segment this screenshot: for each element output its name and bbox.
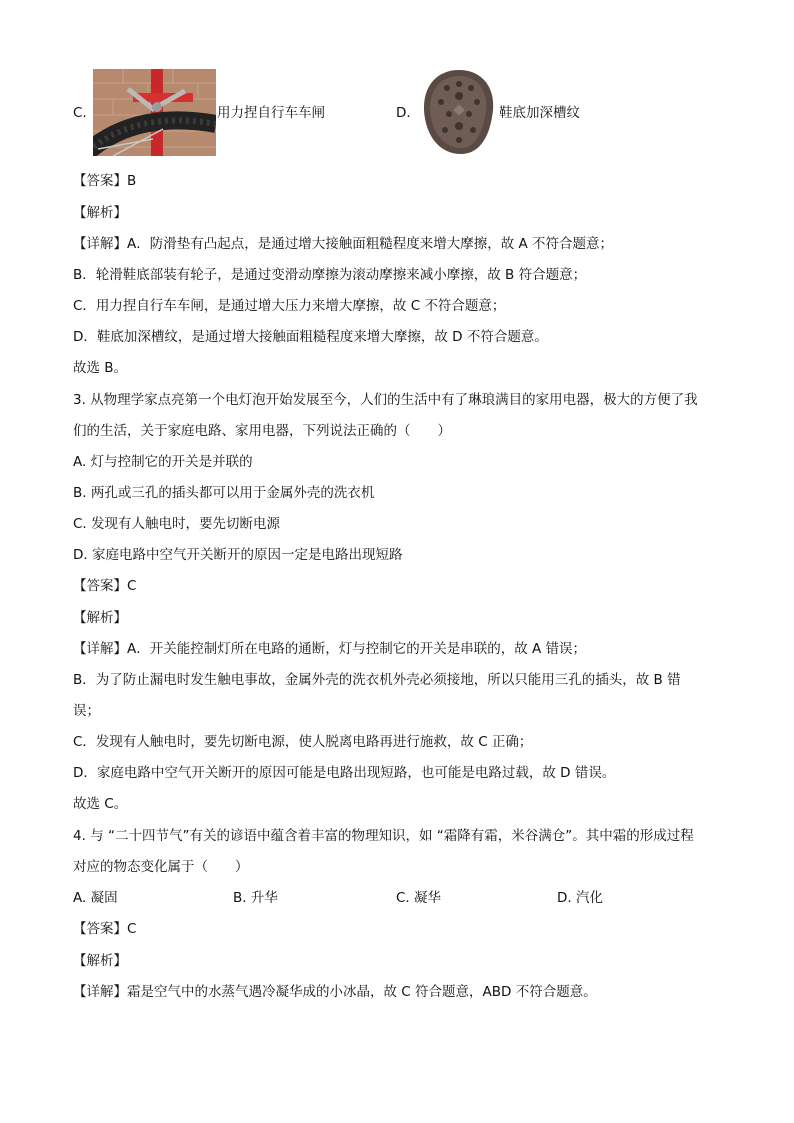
q3-option-c: C. 发现有人触电时，要先切断电源 bbox=[73, 516, 281, 532]
q4-option-d: D. 汽化 bbox=[557, 890, 603, 906]
q3-answer: 【答案】C bbox=[73, 578, 137, 594]
option-d-letter: D. bbox=[396, 105, 411, 121]
q4-stem-line2: 对应的物态变化属于（ ） bbox=[73, 859, 249, 875]
q3-analysis-heading: 【解析】 bbox=[73, 610, 127, 626]
shoe-sole-image bbox=[419, 68, 498, 156]
bike-brake-icon bbox=[93, 69, 216, 156]
q3-stem-line1: 3. 从物理学家点亮第一个电灯泡开始发展至今，人们的生活中有了琳琅满目的家用电器，极大的方便了我 bbox=[73, 392, 698, 408]
option-c-letter: C. bbox=[73, 105, 87, 121]
q2-detail-b: B．轮滑鞋底部装有轮子，是通过变滑动摩擦为滚动摩擦来减小摩擦，故 B 符合题意； bbox=[73, 267, 587, 283]
q4-detail: 【详解】霜是空气中的水蒸气遇冷凝华成的小冰晶，故 C 符合题意，ABD 不符合题意。 bbox=[73, 984, 597, 1000]
q3-detail-a: 【详解】A．开关能控制灯所在电路的通断，灯与控制它的开关是串联的，故 A 错误； bbox=[73, 641, 587, 657]
q3-option-b: B. 两孔或三孔的插头都可以用于金属外壳的洗衣机 bbox=[73, 485, 375, 501]
shoe-sole-icon bbox=[419, 68, 498, 156]
q3-detail-c: C．发现有人触电时，要先切断电源，使人脱离电路再进行施救，故 C 正确； bbox=[73, 734, 533, 750]
q3-option-d: D. 家庭电路中空气开关断开的原因一定是电路出现短路 bbox=[73, 547, 403, 563]
q2-analysis-word: 解析 bbox=[86, 205, 114, 221]
q2-detail-d: D．鞋底加深槽纹，是通过增大接触面粗糙程度来增大摩擦，故 D 不符合题意。 bbox=[73, 329, 548, 345]
q2-detail-c: C．用力捏自行车车闸，是通过增大压力来增大摩擦，故 C 不符合题意； bbox=[73, 298, 506, 314]
q4-option-c: C. 凝华 bbox=[396, 890, 442, 906]
q3-detail-d: D．家庭电路中空气开关断开的原因可能是电路出现短路，也可能是电路过载，故 D 错误。 bbox=[73, 765, 616, 781]
q2-analysis-heading: 【解析】 bbox=[73, 205, 127, 221]
q3-detail-b-line2: 误； bbox=[73, 703, 100, 719]
q4-option-a: A. 凝固 bbox=[73, 890, 118, 906]
q3-option-a: A. 灯与控制它的开关是并联的 bbox=[73, 454, 253, 470]
q3-conclusion: 故选 C。 bbox=[73, 796, 128, 812]
q2-conclusion: 故选 B。 bbox=[73, 360, 128, 376]
q3-stem-line2: 们的生活，关于家庭电路、家用电器，下列说法正确的（ ） bbox=[73, 423, 451, 439]
q4-stem-line1: 4. 与 “二十四节气”有关的谚语中蕴含着丰富的物理知识，如 “霜降有霜，米谷满仓”。其中霜的形成过程 bbox=[73, 828, 694, 844]
q4-answer: 【答案】C bbox=[73, 921, 137, 937]
q2-detail-a: 【详解】A．防滑垫有凸起点，是通过增大接触面粗糙程度来增大摩擦，故 A 不符合题意； bbox=[73, 236, 614, 252]
q4-analysis-heading: 【解析】 bbox=[73, 953, 127, 969]
q2-answer: 【答案】B bbox=[73, 173, 137, 189]
q3-detail-b-line1: B．为了防止漏电时发生触电事故，金属外壳的洗衣机外壳必须接地，所以只能用三孔的插头，故 B 错 bbox=[73, 672, 681, 688]
bike-brake-image bbox=[93, 69, 216, 156]
option-c-text: 用力捏自行车车闸 bbox=[217, 105, 325, 121]
q4-option-b: B. 升华 bbox=[233, 890, 278, 906]
option-d-text: 鞋底加深槽纹 bbox=[499, 105, 580, 121]
